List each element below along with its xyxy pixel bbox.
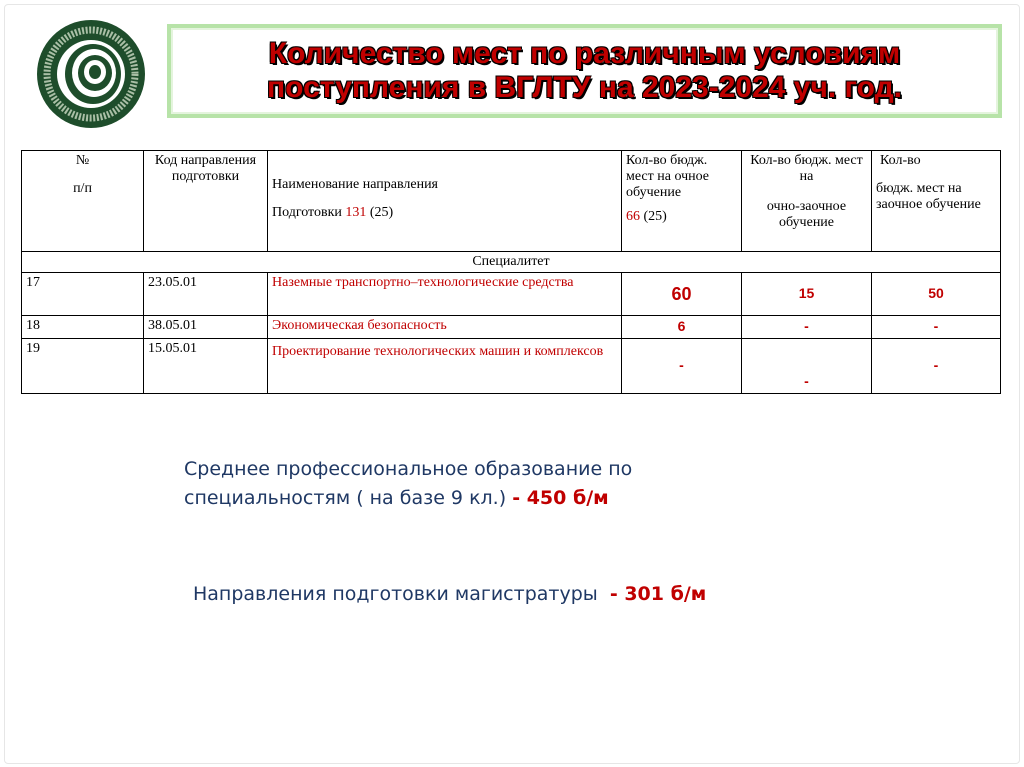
row-fulltime-value: 60 xyxy=(671,283,692,304)
row-num: 18 xyxy=(22,316,144,339)
header-num xyxy=(22,151,144,252)
header-name-line-2 xyxy=(272,205,617,221)
row-name: Проектирование технологических машин и комплексов xyxy=(268,339,622,394)
row-fulltime xyxy=(622,273,742,316)
magistracy-note-text: Направления подготовки магистратуры xyxy=(193,583,598,605)
header-code: Код направления подготовки xyxy=(144,151,268,252)
row-fulltime xyxy=(622,339,742,394)
row-parttime-value: 50 xyxy=(928,285,944,301)
section-row xyxy=(22,252,1001,273)
row-parttime-value: - xyxy=(933,357,939,373)
row-mixed-value: - xyxy=(804,318,809,334)
row-code: 38.05.01 xyxy=(144,316,268,339)
header-fulltime-total-suffix: (25) xyxy=(643,209,667,224)
header-mixed-line-1: Кол-во бюдж. мест на xyxy=(750,153,863,184)
header-name-prefix: Подготовки xyxy=(272,205,342,220)
university-seal-icon xyxy=(33,16,149,132)
header-parttime-line-2: бюдж. мест на заочное обучение xyxy=(876,181,981,212)
header-fulltime-total: 66 xyxy=(626,209,640,224)
header-mixed-line-2: очно-заочное обучение xyxy=(766,199,847,230)
admissions-table xyxy=(21,150,1001,394)
row-fulltime-value: 6 xyxy=(677,318,686,334)
header-name xyxy=(268,151,622,252)
row-name: Экономическая безопасность xyxy=(268,316,622,339)
magistracy-note xyxy=(193,580,706,608)
spo-note-text: специальностям ( на базе 9 кл.) xyxy=(184,487,507,509)
header-fulltime-label: Кол-во бюдж. мест на очное обучение xyxy=(626,153,710,200)
spo-note xyxy=(184,455,744,513)
row-mixed xyxy=(742,339,872,394)
magistracy-note-value: - 301 б/м xyxy=(609,583,707,605)
slide-title-line-1: Количество мест по различным условиям xyxy=(268,37,901,70)
table-row xyxy=(22,316,1001,339)
header-num-line-1: № xyxy=(75,153,90,168)
row-name: Наземные транспортно–технологические средства xyxy=(268,273,622,316)
table-row xyxy=(22,339,1001,394)
row-fulltime xyxy=(622,316,742,339)
row-fulltime-value: - xyxy=(679,357,684,373)
row-code: 23.05.01 xyxy=(144,273,268,316)
row-mixed-value: 15 xyxy=(798,285,815,301)
row-num: 17 xyxy=(22,273,144,316)
slide-title-line-2: поступления в ВГЛТУ на 2023-2024 уч. год. xyxy=(267,71,902,104)
header-num-line-2: п/п xyxy=(73,181,92,196)
header-parttime xyxy=(872,151,1001,252)
header-fulltime xyxy=(622,151,742,252)
header-fulltime-total-line xyxy=(626,209,737,225)
row-mixed xyxy=(742,316,872,339)
row-parttime xyxy=(872,316,1001,339)
title-box xyxy=(167,24,1002,118)
row-num: 19 xyxy=(22,339,144,394)
row-mixed-value: - xyxy=(804,373,809,389)
header-mixed xyxy=(742,151,872,252)
slide-title xyxy=(267,37,902,105)
spo-note-line-2 xyxy=(184,484,744,513)
spo-note-line-1: Среднее профессиональное образование по xyxy=(184,458,633,480)
spo-note-value: - 450 б/м xyxy=(512,487,609,509)
header-parttime-line-1: Кол-во xyxy=(880,153,921,168)
row-code: 15.05.01 xyxy=(144,339,268,394)
row-mixed xyxy=(742,273,872,316)
row-parttime xyxy=(872,339,1001,394)
row-parttime xyxy=(872,273,1001,316)
header-name-total-suffix: (25) xyxy=(369,205,394,220)
header-name-total: 131 xyxy=(345,205,367,220)
header-name-line-1: Наименование направления xyxy=(272,177,438,192)
table-header-row xyxy=(22,151,1001,252)
row-parttime-value: - xyxy=(933,318,939,334)
section-label: Специалитет xyxy=(22,252,1001,273)
table-row xyxy=(22,273,1001,316)
